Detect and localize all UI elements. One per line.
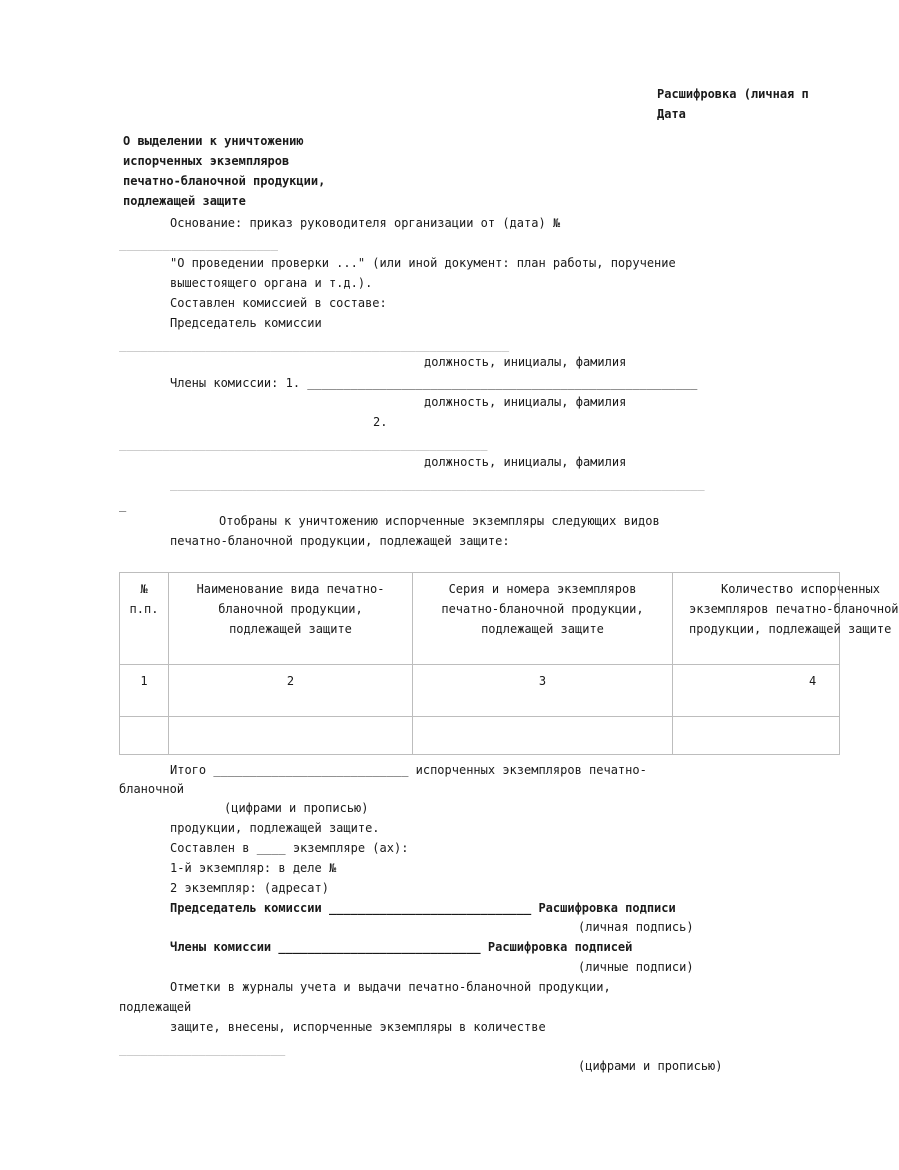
table-header-row (120, 573, 840, 665)
basis-line: Основание: приказ руководителя организации от (дата) № (170, 216, 561, 230)
total-line-1b: бланочной (119, 782, 185, 796)
empty-cell (673, 717, 840, 755)
header-product-type: Наименование вида печатно- бланочной продукции, подлежащей защите (169, 573, 413, 665)
members-signature-line: Члены комиссии ____________________________ Расшифровка подписей (170, 940, 633, 954)
basis-blank: ______________________ (119, 237, 278, 251)
header-number: № п.п. (120, 573, 169, 665)
defective-copies-table (119, 572, 899, 755)
document-title-line-1: О выделении к уничтожению (123, 134, 304, 148)
header-quantity: Количество испорченных экземпляров печатно-бланочной продукции, подлежащей защите (673, 573, 840, 665)
empty-cell (169, 717, 413, 755)
chairman-position-caption: должность, инициалы, фамилия (424, 355, 627, 369)
commission-dash: _ (119, 498, 127, 512)
document-title-line-3: печатно-бланочной продукции, (123, 174, 326, 188)
document-title-line-4: подлежащей защите (123, 194, 246, 208)
total-caption: (цифрами и прописью) (224, 801, 369, 815)
members-signature-caption: (личные подписи) (578, 960, 694, 974)
copies-line: Составлен в ____ экземпляре (ах): (170, 841, 409, 855)
col-number-2: 2 (169, 665, 413, 717)
copy-2-line: 2 экземпляр: (адресат) (170, 881, 329, 895)
commission-composed: Составлен комиссией в составе: (170, 296, 387, 310)
table-empty-row (120, 717, 840, 755)
notes-line-1b: подлежащей (119, 1000, 192, 1014)
member1-position-caption: должность, инициалы, фамилия (424, 395, 627, 409)
chairman-blank: ______________________________________________________ (119, 338, 510, 352)
notes-line-1: Отметки в журналы учета и выдачи печатно-бланочной продукции, (170, 980, 611, 994)
chairman-label: Председатель комиссии (170, 316, 322, 330)
selection-line-1: Отобраны к уничтожению испорченные экземпляры следующих видов (219, 514, 660, 528)
col-number-4: 4 (673, 665, 840, 717)
chairman-signature-caption: (личная подпись) (578, 920, 694, 934)
member2-position-caption: должность, инициалы, фамилия (424, 455, 627, 469)
members-line: Члены комиссии: 1. ______________________________________________________ (170, 376, 698, 390)
col-number-3: 3 (413, 665, 673, 717)
total-line-1: Итого ___________________________ испорченных экземпляров печатно- (170, 763, 647, 777)
basis-doc-line-1: "О проведении проверки ..." (или иной документ: план работы, поручение (170, 256, 676, 270)
notes-caption: (цифрами и прописью) (578, 1059, 723, 1073)
total-line-2: продукции, подлежащей защите. (170, 821, 380, 835)
basis-doc-line-2: вышестоящего органа и т.д.). (170, 276, 373, 290)
member2-number: 2. (373, 415, 388, 429)
table-number-row (120, 665, 840, 717)
copy-1-line: 1-й экземпляр: в деле № (170, 861, 337, 875)
empty-cell (413, 717, 673, 755)
document-title-line-2: испорченных экземпляров (123, 154, 290, 168)
commission-long-blank: __________________________________________________________________________ (170, 477, 705, 491)
col-number-1: 1 (120, 665, 169, 717)
header-series-numbers: Серия и номера экземпляров печатно-бланочной продукции, подлежащей защите (413, 573, 673, 665)
date-label: Дата (657, 107, 686, 121)
chairman-signature-line: Председатель комиссии ____________________________ Расшифровка подписи (170, 901, 676, 915)
notes-line-2: защите, внесены, испорченные экземпляры в количестве (170, 1020, 546, 1034)
member2-blank: ___________________________________________________ (119, 437, 488, 451)
signature-decode-label: Расшифровка (личная п (657, 87, 809, 101)
notes-blank: _______________________ (119, 1042, 286, 1056)
selection-line-2: печатно-бланочной продукции, подлежащей защите: (170, 534, 510, 548)
empty-cell (120, 717, 169, 755)
